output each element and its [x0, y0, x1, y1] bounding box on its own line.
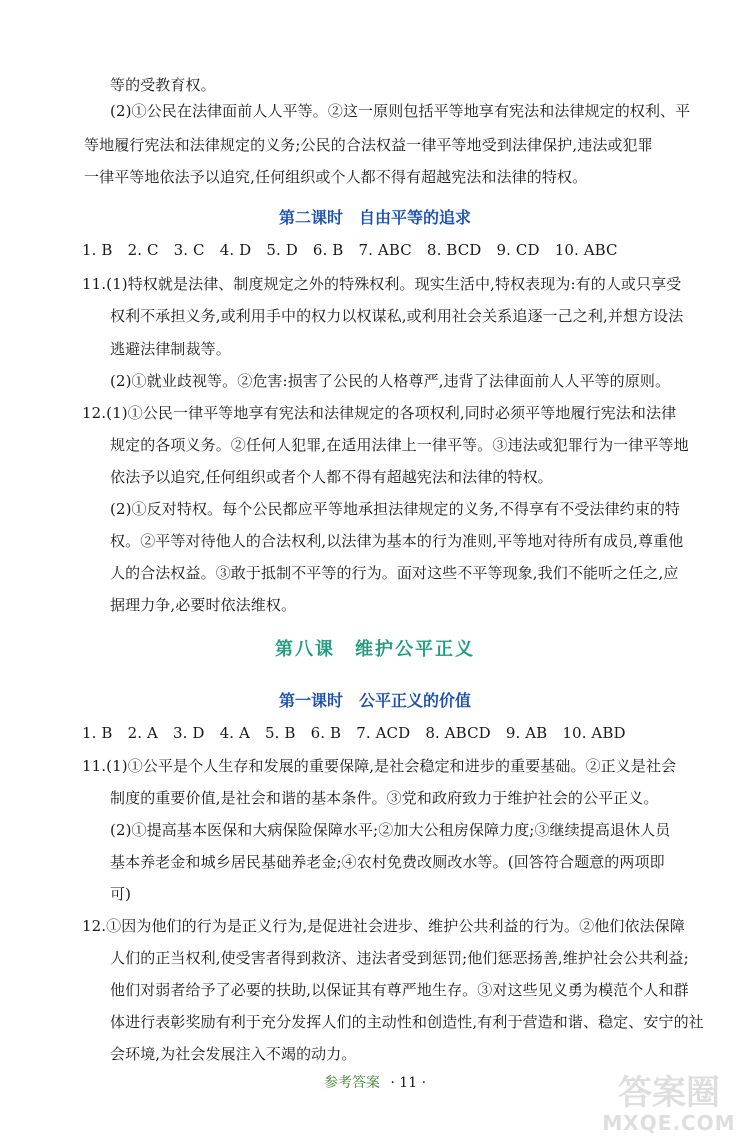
lesson-heading: 第八课 维护公平正义 [275, 639, 475, 660]
text-line: 制度的重要价值,是社会和谐的基本条件。③党和政府致力于维护社会的公平正义。 [110, 789, 659, 807]
text-line: 可) [110, 885, 132, 903]
answer-key-line: 1. B 2. C 3. C 4. D 5. D 6. B 7. ABC 8. BCD 9. CD 10. ABC [82, 241, 618, 259]
text-line: 权。②平等对待他人的合法权利,以法律为基本的行为准则,平等地对待所有成员,尊重他 [110, 532, 684, 550]
text-line: (2)①就业歧视等。②危害:损害了公民的人格尊严,违背了法律面前人人平等的原则。 [110, 372, 671, 390]
text-line: 人的合法权益。③敢于抵制不平等的行为。面对这些不平等现象,我们不能听之任之,应 [110, 564, 679, 582]
text-line: 基本养老金和城乡居民基础养老金;④农村免费改厕改水等。(回答符合题意的两项即 [110, 853, 665, 871]
text-line: 会环境,为社会发展注入不竭的动力。 [110, 1045, 357, 1063]
site-watermark [594, 1073, 744, 1137]
text-line: 11.(1)①公平是个人生存和发展的重要保障,是社会稳定和进步的重要基础。②正义是社会 [82, 757, 677, 775]
section-heading: 第二课时 自由平等的追求 [278, 208, 471, 227]
text-line: 权利不承担义务,或利用手中的权力以权谋私,或利用社会关系追逐一己之利,并想方设法 [110, 307, 684, 325]
watermark-logo-text: 答案圈 [618, 1073, 720, 1113]
page-number: · 11 · [390, 1075, 427, 1091]
text-line: 规定的各项义务。②任何人犯罪,在适用法律上一律平等。③违法或犯罪行为一律平等地 [110, 436, 689, 454]
text-line: 据理力争,必要时依法维权。 [110, 596, 297, 614]
text-line: 一律平等地依法予以追究,任何组织或个人都不得有超越宪法和法律的特权。 [84, 168, 588, 186]
text-line: 12.(1)①公民一律平等地享有宪法和法律规定的各项权利,同时必须平等地履行宪法和法律 [82, 404, 677, 422]
text-line: 逃避法律制裁等。 [110, 340, 231, 358]
footer-title: 参考答案 [323, 1075, 380, 1091]
text-line: 11.(1)特权就是法律、制度规定之外的特殊权利。现实生活中,特权表现为:有的人或只享受 [82, 275, 682, 293]
text-line: 他们对弱者给予了必要的扶助,以保证其有尊严地生存。③对这些见义勇为模范个人和群 [110, 981, 689, 999]
text-line: 等的受教育权。 [110, 76, 216, 94]
text-line: 12.①因为他们的行为是正义行为,是促进社会进步、维护公共利益的行为。②他们依法保障 [82, 917, 685, 935]
answer-key-line: 1. B 2. A 3. D 4. A 5. B 6. B 7. ACD 8. ABCD 9. AB 10. ABD [82, 724, 626, 742]
text-line: 体进行表彰奖励有利于充分发挥人们的主动性和创造性,有利于营造和谐、稳定、安宁的社 [110, 1013, 704, 1031]
section-heading: 第一课时 公平正义的价值 [278, 691, 471, 710]
text-line: (2)①公民在法律面前人人平等。②这一原则包括平等地享有宪法和法律规定的权利、平 [110, 102, 691, 120]
text-line: (2)①反对特权。每个公民都应平等地承担法律规定的义务,不得享有不受法律约束的特 [110, 500, 681, 518]
text-line: 依法予以追究,任何组织或者个人都不得有超越宪法和法律的特权。 [110, 468, 553, 486]
text-line: 人们的正当权利,使受害者得到救济、违法者受到惩罚;他们惩恶扬善,维护社会公共利益; [110, 949, 689, 967]
watermark-url: MXQE.COM [602, 1111, 736, 1135]
text-line: (2)①提高基本医保和大病保险保障水平;②加大公租房保障力度;③继续提高退休人员 [110, 821, 671, 839]
text-line: 等地履行宪法和法律规定的义务;公民的合法权益一律平等地受到法律保护,违法或犯罪 [84, 136, 653, 154]
